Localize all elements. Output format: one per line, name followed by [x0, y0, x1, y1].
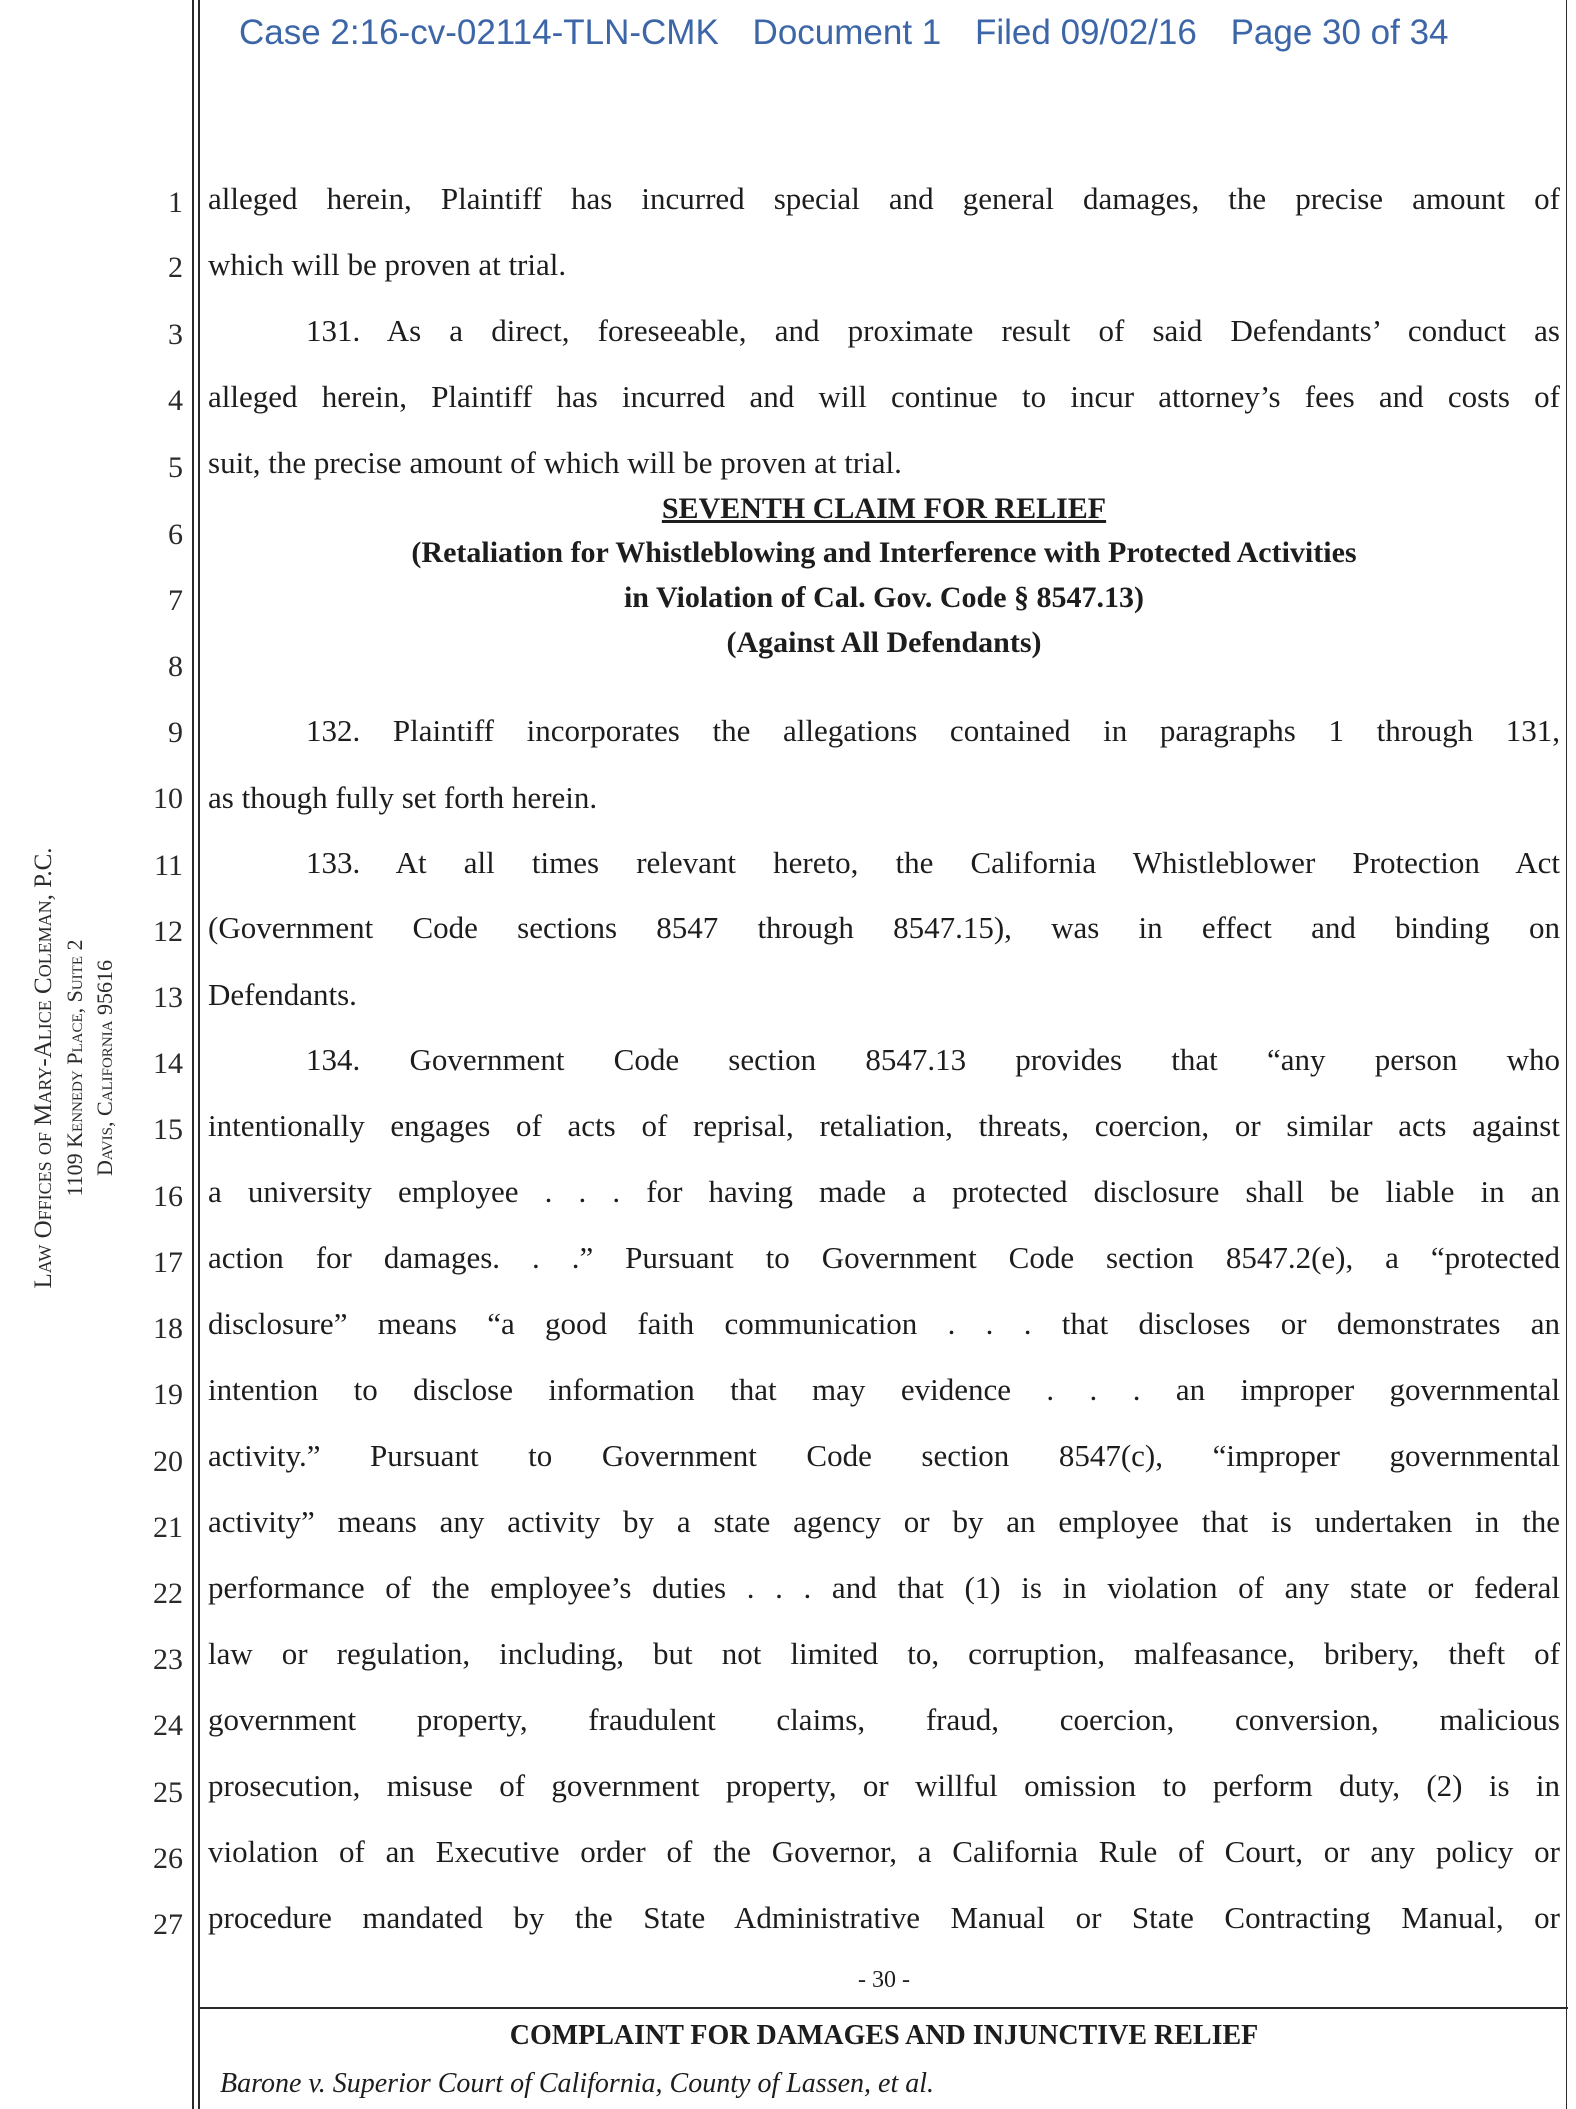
body-line-12: (Government Code sections 8547 through 8547.15), was in effect and binding on — [208, 910, 1560, 945]
line-number: 26 — [153, 1842, 183, 1875]
page-number: - 30 - — [858, 1967, 910, 1993]
law-office-address: 1109 Kennedy Place, Suite 2 — [62, 939, 87, 1197]
body-line-10: as though fully set forth herein. — [208, 780, 598, 815]
ecf-header — [239, 13, 1473, 53]
document-number: Document 1 — [752, 13, 942, 52]
line-number: 11 — [154, 849, 183, 882]
line-number: 1 — [168, 186, 183, 219]
body-line-23: law or regulation, including, but not limited to, corruption, malfeasance, bribery, theft of — [208, 1636, 1560, 1671]
line-number: 17 — [153, 1246, 183, 1279]
body-line-2: which will be proven at trial. — [208, 247, 567, 282]
footer-rule — [198, 2007, 1568, 2009]
case-number: Case 2:16-cv-02114-TLN-CMK — [239, 13, 719, 52]
law-office-caption — [30, 808, 118, 1328]
left-margin-rule-inner — [198, 0, 200, 2109]
line-number: 13 — [153, 981, 183, 1014]
body-line-3: 131. As a direct, foreseeable, and proximate result of said Defendants’ conduct as — [306, 313, 1560, 348]
line-number: 15 — [153, 1113, 183, 1146]
line-number: 21 — [153, 1511, 183, 1544]
right-margin-rule — [1566, 0, 1567, 2109]
line-number: 25 — [153, 1776, 183, 1809]
body-line-13: Defendants. — [208, 977, 357, 1012]
line-number: 22 — [153, 1577, 183, 1610]
law-office-city: Davis, California 95616 — [92, 960, 117, 1176]
body-line-17: action for damages. . .” Pursuant to Government Code section 8547.2(e), a “protected — [208, 1240, 1560, 1275]
claim-subtitle-2: in Violation of Cal. Gov. Code § 8547.13) — [623, 581, 1145, 614]
body-line-18: disclosure” means “a good faith communication . . . that discloses or demonstrates an — [208, 1306, 1560, 1341]
line-number: 7 — [168, 584, 183, 617]
line-number: 16 — [153, 1180, 183, 1213]
body-line-24: government property, fraudulent claims, fraud, coercion, conversion, malicious — [208, 1702, 1560, 1737]
left-margin-rule-outer — [192, 0, 194, 2109]
line-number: 27 — [153, 1908, 183, 1941]
body-line-1: alleged herein, Plaintiff has incurred special and general damages, the precise amount of — [208, 181, 1560, 216]
body-line-26: violation of an Executive order of the Governor, a California Rule of Court, or any policy or — [208, 1834, 1560, 1869]
line-number: 5 — [168, 451, 183, 484]
line-number: 18 — [153, 1312, 183, 1345]
law-office-name: Law Offices of Mary-Alice Coleman, P.C. — [30, 847, 57, 1289]
line-number: 20 — [153, 1445, 183, 1478]
body-line-21: activity” means any activity by a state agency or by an employee that is undertaken in the — [208, 1504, 1560, 1539]
body-line-5: suit, the precise amount of which will be proven at trial. — [208, 445, 902, 480]
line-number: 6 — [168, 518, 183, 551]
body-line-25: prosecution, misuse of government property, or willful omission to perform duty, (2) is in — [208, 1768, 1560, 1803]
footer-document-title: COMPLAINT FOR DAMAGES AND INJUNCTIVE RELIEF — [509, 2020, 1259, 2051]
line-number: 4 — [168, 384, 183, 417]
line-number: 23 — [153, 1643, 183, 1676]
body-line-14: 134. Government Code section 8547.13 provides that “any person who — [306, 1042, 1560, 1077]
body-line-4: alleged herein, Plaintiff has incurred and will continue to incur attorney’s fees and costs of — [208, 379, 1560, 414]
body-line-20: activity.” Pursuant to Government Code section 8547(c), “improper governmental — [208, 1438, 1560, 1473]
page-count: Page 30 of 34 — [1230, 13, 1449, 52]
claim-subtitle-3: (Against All Defendants) — [726, 626, 1042, 659]
line-number: 9 — [168, 716, 183, 749]
line-number: 24 — [153, 1709, 183, 1742]
claim-subtitle-1: (Retaliation for Whistleblowing and Interference with Protected Activities — [411, 536, 1357, 569]
footer-case-caption: Barone v. Superior Court of California, County of Lassen, et al. — [220, 2068, 934, 2099]
line-number: 19 — [153, 1378, 183, 1411]
line-number: 2 — [168, 251, 183, 284]
line-number: 3 — [168, 318, 183, 351]
body-line-19: intention to disclose information that may evidence . . . an improper governmental — [208, 1372, 1560, 1407]
claim-title: SEVENTH CLAIM FOR RELIEF — [661, 492, 1107, 525]
body-line-9: 132. Plaintiff incorporates the allegations contained in paragraphs 1 through 131, — [306, 713, 1560, 748]
body-line-27: procedure mandated by the State Administrative Manual or State Contracting Manual, or — [208, 1900, 1560, 1935]
body-line-16: a university employee . . . for having made a protected disclosure shall be liable in an — [208, 1174, 1560, 1209]
filed-date: Filed 09/02/16 — [975, 13, 1197, 52]
body-line-15: intentionally engages of acts of reprisal, retaliation, threats, coercion, or similar acts against — [208, 1108, 1560, 1143]
line-number: 8 — [168, 650, 183, 683]
body-line-11: 133. At all times relevant hereto, the California Whistleblower Protection Act — [306, 845, 1560, 880]
line-number: 14 — [153, 1047, 183, 1080]
line-number: 10 — [153, 782, 183, 815]
body-line-22: performance of the employee’s duties . . . and that (1) is in violation of any state or federal — [208, 1570, 1560, 1605]
line-number: 12 — [153, 915, 183, 948]
